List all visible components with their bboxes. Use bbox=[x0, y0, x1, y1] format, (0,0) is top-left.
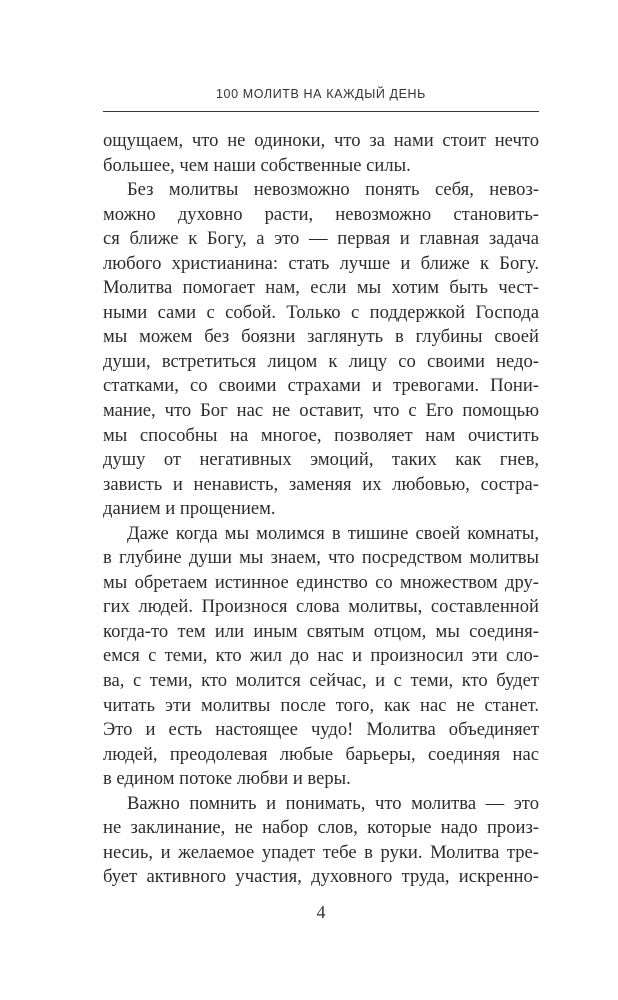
text-line: мы способны на многое, позволяет нам очистить bbox=[103, 424, 539, 446]
text-line: Молитва помогает нам, если мы хотим быть чест- bbox=[103, 277, 539, 299]
text-line: бует активного участия, духовного труда, искренно- bbox=[103, 866, 539, 888]
text-line: ва, с теми, кто молится сейчас, и с теми, кто будет bbox=[103, 670, 539, 692]
text-line: не заклинание, не набор слов, которые надо произ- bbox=[103, 817, 539, 839]
text-line: данием и прощением. bbox=[103, 498, 276, 520]
text-line: любого христианина: стать лучше и ближе к Богу. bbox=[103, 252, 539, 274]
text-line: мы можем без боязни заглянуть в глубины своей bbox=[103, 326, 539, 348]
text-line: людей, преодолевая любые барьеры, соединяя нас bbox=[103, 743, 539, 765]
text-line: Это и есть настоящее чудо! Молитва объединяет bbox=[103, 719, 539, 741]
paragraph bbox=[103, 129, 539, 178]
text-line: когда-то тем или иным святым отцом, мы соединя- bbox=[103, 620, 539, 642]
text-line: статками, со своими страхами и тревогами. Пони- bbox=[103, 375, 539, 397]
text-line: мание, что Бог нас не оставит, что с Его помощью bbox=[103, 400, 539, 422]
text-line: ощущаем, что не одиноки, что за нами стоит нечто bbox=[103, 130, 539, 151]
text-line: можно духовно расти, невозможно становить- bbox=[103, 203, 539, 225]
body-text bbox=[103, 129, 539, 890]
text-line: Важно помнить и понимать, что молитва — это bbox=[127, 792, 539, 814]
text-line: гих людей. Произнося слова молитвы, составленной bbox=[103, 596, 539, 618]
text-line: мы обретаем истинное единство со множеством дру- bbox=[103, 571, 539, 593]
text-line: в глубине души мы знаем, что посредством молитвы bbox=[103, 547, 539, 569]
header-rule bbox=[103, 111, 539, 112]
paragraph bbox=[103, 522, 539, 792]
page-number: 4 bbox=[316, 902, 326, 922]
text-line: большее, чем наши собственные силы. bbox=[103, 154, 411, 176]
text-line: душу от негативных эмоций, таких как гнев, bbox=[103, 449, 539, 471]
text-line: души, встретиться лицом к лицу со своими недо- bbox=[103, 350, 539, 372]
text-line: Даже когда мы молимся в тишине своей комнаты, bbox=[127, 522, 539, 544]
text-line: несиь, и желаемое упадет тебе в руки. Молитва тре- bbox=[103, 841, 539, 863]
text-line: Без молитвы невозможно понять себя, невоз- bbox=[127, 179, 539, 201]
paragraph bbox=[103, 178, 539, 522]
text-line: емся с теми, кто жил до нас и произносил эти сло- bbox=[103, 645, 539, 667]
running-head: 100 МОЛИТВ НА КАЖДЫЙ ДЕНЬ bbox=[216, 87, 426, 101]
paragraph bbox=[103, 792, 539, 890]
text-line: ными сами с собой. Только с поддержкой Господа bbox=[103, 301, 539, 323]
text-line: зависть и ненависть, заменяя их любовью, состра- bbox=[103, 473, 539, 495]
text-line: читать эти молитвы после того, как нас не станет. bbox=[103, 694, 539, 716]
text-line: ся ближе к Богу, а это — первая и главная задача bbox=[103, 228, 539, 250]
text-line: в едином потоке любви и веры. bbox=[103, 768, 351, 790]
